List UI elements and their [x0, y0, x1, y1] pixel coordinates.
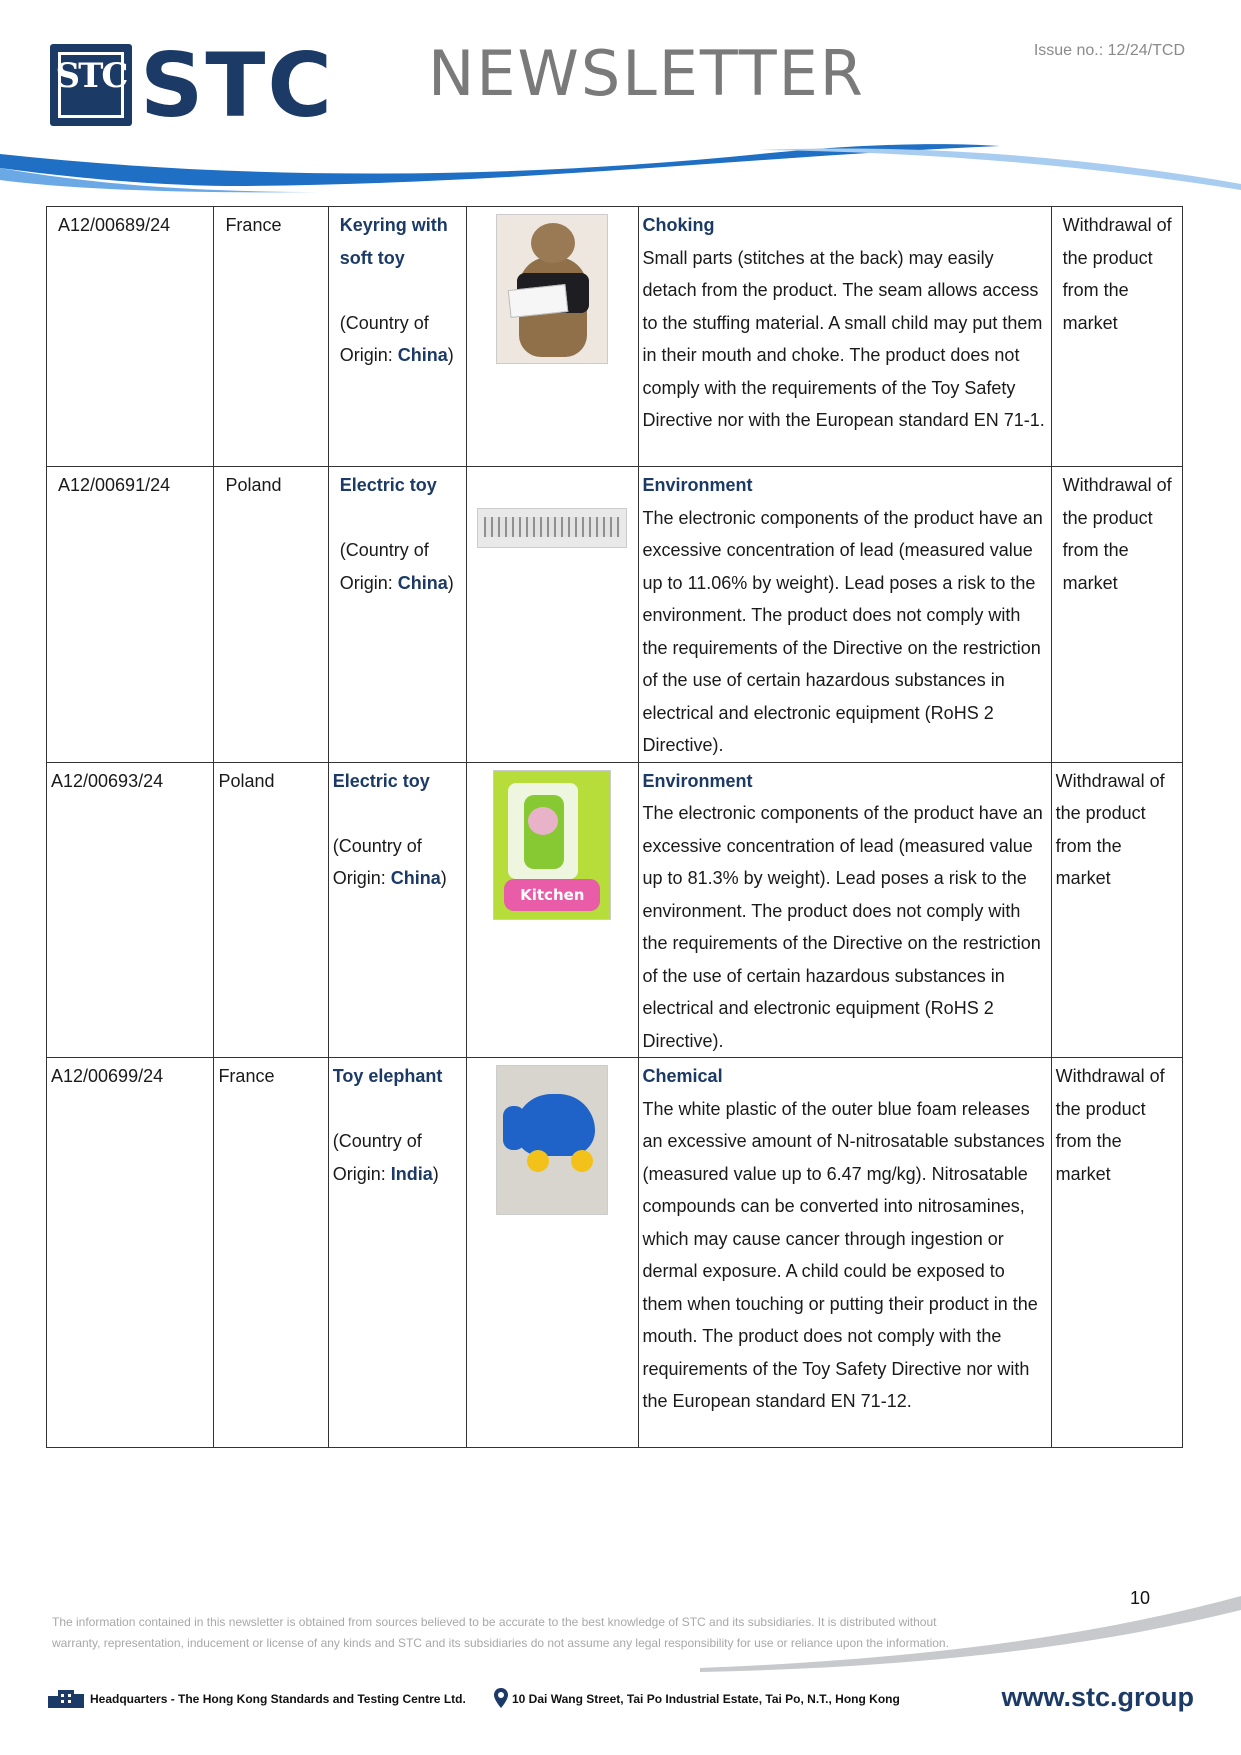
origin-country: India [390, 1163, 433, 1184]
risk-type: Environment [642, 475, 753, 495]
logo-glyph: STC [55, 56, 127, 96]
product-photo-cell [467, 467, 638, 763]
origin-suffix: ) [432, 1163, 439, 1184]
origin-suffix: ) [447, 572, 454, 593]
notifying-country: France [214, 207, 328, 467]
origin-country: China [397, 345, 448, 365]
address-text: 10 Dai Wang Street, Tai Po Industrial Estate, Tai Po, N.T., Hong Kong [512, 1692, 900, 1706]
measure-taken: Withdrawal of the product from the market [1051, 467, 1182, 763]
footer [48, 1682, 1198, 1716]
product-cell [328, 207, 466, 467]
product-name: Keyring with soft toy [339, 215, 448, 268]
risk-cell [638, 467, 1051, 763]
origin-prefix: (Country of Origin: [332, 835, 422, 888]
origin-country: China [397, 572, 448, 593]
product-photo-kitchen-toy [493, 770, 611, 920]
issue-number: Issue no.: 12/24/TCD [1033, 42, 1185, 59]
product-name: Electric toy [332, 770, 430, 791]
logo-mark [50, 44, 132, 126]
origin-suffix: ) [447, 345, 454, 365]
risk-cell [638, 762, 1051, 1058]
risk-type: Environment [642, 770, 753, 791]
table-row [47, 1058, 1183, 1448]
product-name: Electric toy [339, 475, 437, 495]
header-swoosh [0, 138, 1241, 194]
alert-id: A12/00693/24 [47, 762, 214, 1058]
origin-prefix: (Country of Origin: [339, 312, 429, 365]
location-pin-icon [494, 1688, 508, 1708]
origin-suffix: ) [440, 868, 447, 888]
risk-type: Choking [642, 215, 715, 235]
product-cell [328, 467, 466, 763]
table-row [47, 207, 1183, 467]
risk-cell [638, 1058, 1051, 1448]
product-name: Toy elephant [332, 1066, 443, 1086]
measure-taken: Withdrawal of the product from the market [1051, 207, 1182, 467]
notifying-country: France [214, 1058, 328, 1448]
headquarters-text: Headquarters - The Hong Kong Standards and Testing Centre Ltd. [90, 1692, 466, 1706]
disclaimer: The information contained in this newsletter is obtained from sources believed to be accurate to the best knowledge of STC and its subsidiaries. It is distributed without warranty, representation, inducement or license of any kinds and STC and its subsidiaries do not assume any legal responsibility for use or reliance upon the information. [52, 1615, 949, 1650]
origin-prefix: (Country of Origin: [339, 540, 429, 593]
risk-description: The white plastic of the outer blue foam releases an excessive amount of N-nitrosatable substances (measured value up to 6.47 mg/kg). Nitrosatable compounds can be converted into nitrosamines, which may cause cancer through ingestion or dermal exposure. A child could be exposed to them when touching or putting their product in the mouth. The product does not comply with the requirements of the Toy Safety Directive nor with the European standard EN 71-12. [642, 1098, 1045, 1411]
product-photo-cell [467, 762, 638, 1058]
page-number: 10 [1130, 1588, 1151, 1608]
stc-logo [50, 34, 350, 137]
risk-description: The electronic components of the product have an excessive concentration of lead (measured value up to 81.3% by weight). Lead poses a risk to the environment. The product does not comply with the requirements of the Directive on the restriction of the use of certain hazardous substances in electrical and electronic equipment (RoHS 2 Directive). [642, 803, 1043, 1051]
product-photo-cell [467, 207, 638, 467]
recall-table [46, 206, 1183, 1448]
product-photo-keyring-bear [496, 214, 608, 364]
alert-id: A12/00689/24 [47, 207, 214, 467]
logo-wordmark: STC [140, 34, 334, 137]
notifying-country: Poland [214, 762, 328, 1058]
risk-type: Chemical [642, 1066, 723, 1086]
newsletter-title: NEWSLETTER [428, 37, 865, 110]
alert-id: A12/00691/24 [47, 467, 214, 763]
origin-country: China [390, 868, 441, 888]
risk-description: The electronic components of the product have an excessive concentration of lead (measured value up to 11.06% by weight). Lead poses a risk to the environment. The product does not comply with the requirements of the Directive on the restriction of the use of certain hazardous substances in electrical and electronic equipment (RoHS 2 Directive). [642, 507, 1043, 755]
building-icon [48, 1688, 84, 1708]
product-photo-packaging [477, 508, 627, 548]
table-row [47, 762, 1183, 1058]
alert-id: A12/00699/24 [47, 1058, 214, 1448]
product-cell [328, 762, 466, 1058]
measure-taken: Withdrawal of the product from the market [1051, 762, 1182, 1058]
origin-prefix: (Country of Origin: [332, 1131, 422, 1184]
product-photo-elephant [496, 1065, 608, 1215]
table-row [47, 467, 1183, 763]
website-link[interactable]: www.stc.group [1001, 1682, 1194, 1712]
risk-description: Small parts (stitches at the back) may easily detach from the product. The seam allows access to the stuffing material. A small child may put them in their mouth and choke. The product does not comply with the requirements of the Toy Safety Directive nor with the European standard EN 71-1. [642, 247, 1045, 430]
product-photo-cell [467, 1058, 638, 1448]
product-cell [328, 1058, 466, 1448]
measure-taken: Withdrawal of the product from the market [1051, 1058, 1182, 1448]
notifying-country: Poland [214, 467, 328, 763]
risk-cell [638, 207, 1051, 467]
photo-label: Kitchen [504, 879, 600, 911]
